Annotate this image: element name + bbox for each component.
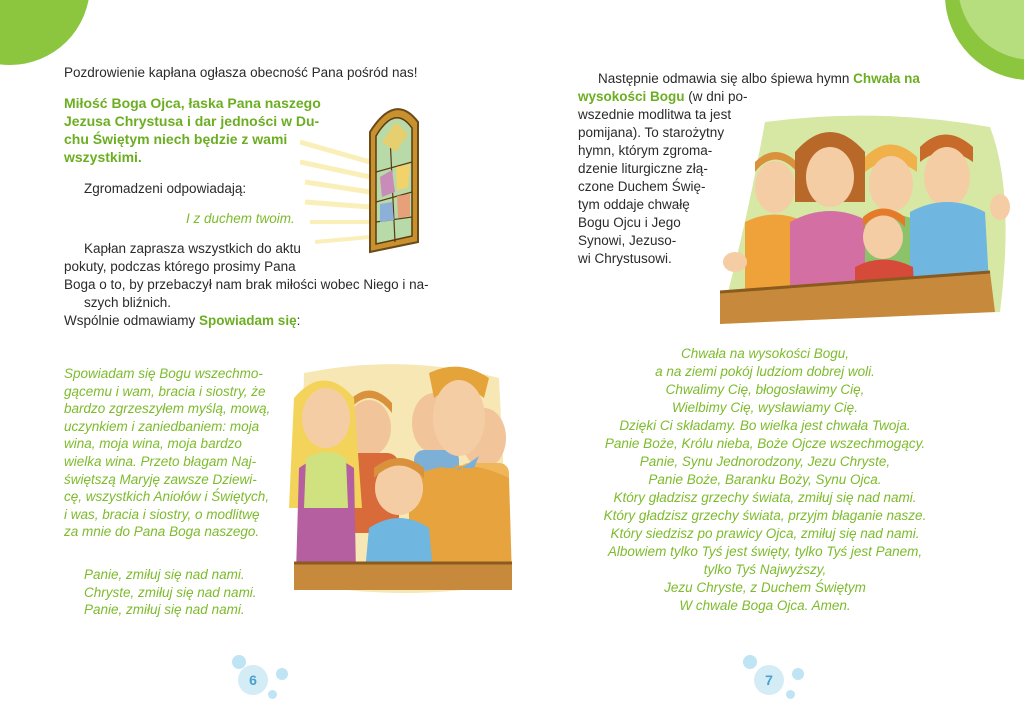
decor-bubble: [786, 690, 795, 699]
gloria-line: Panie Boże, Baranku Boży, Synu Ojca.: [648, 472, 882, 487]
priest-greeting: [64, 94, 321, 166]
penitential-line: Kapłan zaprasza wszystkich do aktu: [84, 241, 301, 256]
confiteor-prayer: [64, 365, 276, 541]
gloria-line: Który gładzisz grzechy świata, przyjm błaganie nasze.: [603, 508, 927, 523]
gloria-line: a na ziemi pokój ludziom dobrej woli.: [655, 364, 875, 379]
confiteor-line: świętszą Maryję zawsze Dziewi-: [64, 471, 257, 487]
hymn-intro-line: hymn, którym zgroma-: [578, 143, 713, 158]
singing-family-illustration: [705, 112, 1015, 332]
gloria-prayer: [585, 345, 945, 615]
confiteor-line: i was, bracia i siostry, o modlitwę: [64, 506, 260, 522]
hymn-intro-line: pomijana). To starożytny: [578, 125, 725, 140]
confiteor-line: wielka wina. Przeto błagam Naj-: [64, 453, 257, 469]
hymn-intro-line: wi Chrystusowi.: [578, 251, 672, 266]
decor-bubble: [268, 690, 277, 699]
confiteor-line: wina, moja wina, moja bardzo: [64, 436, 242, 452]
gloria-title-part1: Chwała na: [853, 71, 920, 86]
confiteor-line: za mnie do Pana Boga naszego.: [64, 524, 260, 540]
decor-bubble: [276, 668, 288, 680]
gloria-title-part2: wysokości Bogu: [578, 89, 685, 104]
confiteor-line: uczynkiem i zaniedbaniem: moja: [64, 418, 260, 434]
penitential-line: szych bliźnich.: [84, 295, 172, 310]
greeting-line: chu Świętym niech będzie z wami: [64, 131, 288, 147]
kyrie-prayer: [84, 566, 257, 619]
gloria-line: Albowiem tylko Tyś jest święty, tylko Tyś jest Panem,: [607, 544, 923, 559]
greeting-line: Jezusa Chrystusa i dar jedności w Du-: [64, 113, 320, 129]
confiteor-line: gącemu i wam, bracia i siostry, że: [64, 383, 266, 399]
assembly-answers: Zgromadzeni odpowiadają:: [84, 181, 247, 196]
penitential-line: pokuty, podczas którego prosimy Pana: [64, 259, 296, 274]
confiteor-title: Spowiadam się: [199, 313, 297, 328]
confiteor-line: cę, wszystkich Aniołów i Świętych,: [64, 489, 270, 505]
gloria-line: Chwała na wysokości Bogu,: [680, 346, 850, 361]
hymn-intro-prefix: Następnie odmawia się albo śpiewa hymn: [598, 71, 854, 86]
intro-text: Pozdrowienie kapłana ogłasza obecność Pana pośród nas!: [64, 65, 418, 80]
hymn-intro-line: [578, 88, 968, 106]
gloria-line: W chwale Boga Ojca. Amen.: [679, 598, 851, 613]
corner-decoration-left: [0, 0, 90, 65]
gloria-line: Chwalimy Cię, błogosławimy Cię,: [665, 382, 865, 397]
together-line: [64, 312, 444, 330]
gloria-line: Panie Boże, Królu nieba, Boże Ojcze wszechmogący.: [604, 436, 926, 451]
confiteor-line: bardzo zgrzeszyłem myślą, mową,: [64, 401, 271, 417]
light-rays: [300, 142, 370, 242]
hymn-intro-line: tym oddaje chwałę: [578, 197, 690, 212]
kyrie-line: Panie, zmiłuj się nad nami.: [84, 602, 245, 618]
greeting-line: wszystkimi.: [64, 149, 142, 165]
confiteor-line: Spowiadam się Bogu wszechmo-: [64, 366, 263, 381]
hymn-intro-line: Synowi, Jezuso-: [578, 233, 677, 248]
hymn-intro-line: dzenie liturgiczne złą-: [578, 161, 708, 176]
hymn-intro-line: Bogu Ojcu i Jego: [578, 215, 681, 230]
gloria-line: Który siedzisz po prawicy Ojca, zmiłuj się nad nami.: [610, 526, 920, 541]
hymn-intro-line: wszednie modlitwa ta jest: [578, 107, 732, 122]
kyrie-line: Panie, zmiłuj się nad nami.: [84, 567, 245, 582]
kyrie-line: Chryste, zmiłuj się nad nami.: [84, 584, 257, 600]
gloria-line: Panie, Synu Jednorodzony, Jezu Chryste,: [639, 454, 891, 469]
decor-bubble: [792, 668, 804, 680]
hymn-intro-line: czone Duchem Świę-: [578, 179, 706, 194]
page-number-left: 6: [238, 665, 268, 695]
gloria-line: Który gładzisz grzechy świata, zmiłuj się nad nami.: [613, 490, 917, 505]
greeting-line: Miłość Boga Ojca, łaska Pana naszego: [64, 95, 321, 111]
praying-family-illustration: [284, 358, 516, 598]
gloria-line: Wielbimy Cię, wysławiamy Cię.: [672, 400, 858, 415]
gloria-line: Jezu Chryste, z Duchem Świętym: [664, 580, 866, 595]
gloria-line: tylko Tyś Najwyższy,: [703, 562, 827, 577]
hymn-intro-line: [578, 70, 968, 88]
penitential-line: Boga o to, by przebaczył nam brak miłości wobec Niego i na-: [64, 277, 429, 292]
decor-bubble: [743, 655, 757, 669]
gloria-line: Dzięki Ci składamy. Bo wielka jest chwała Twoja.: [619, 418, 911, 433]
together-prefix: Wspólnie odmawiamy: [64, 313, 200, 328]
together-suffix: :: [296, 313, 301, 328]
assembly-response: I z duchem twoim.: [186, 211, 295, 226]
hymn-intro-rest: (w dni po-: [684, 89, 748, 104]
stained-glass-window-illustration: [300, 92, 420, 262]
page-number-right: 7: [754, 665, 784, 695]
mother-figure: [289, 381, 362, 574]
